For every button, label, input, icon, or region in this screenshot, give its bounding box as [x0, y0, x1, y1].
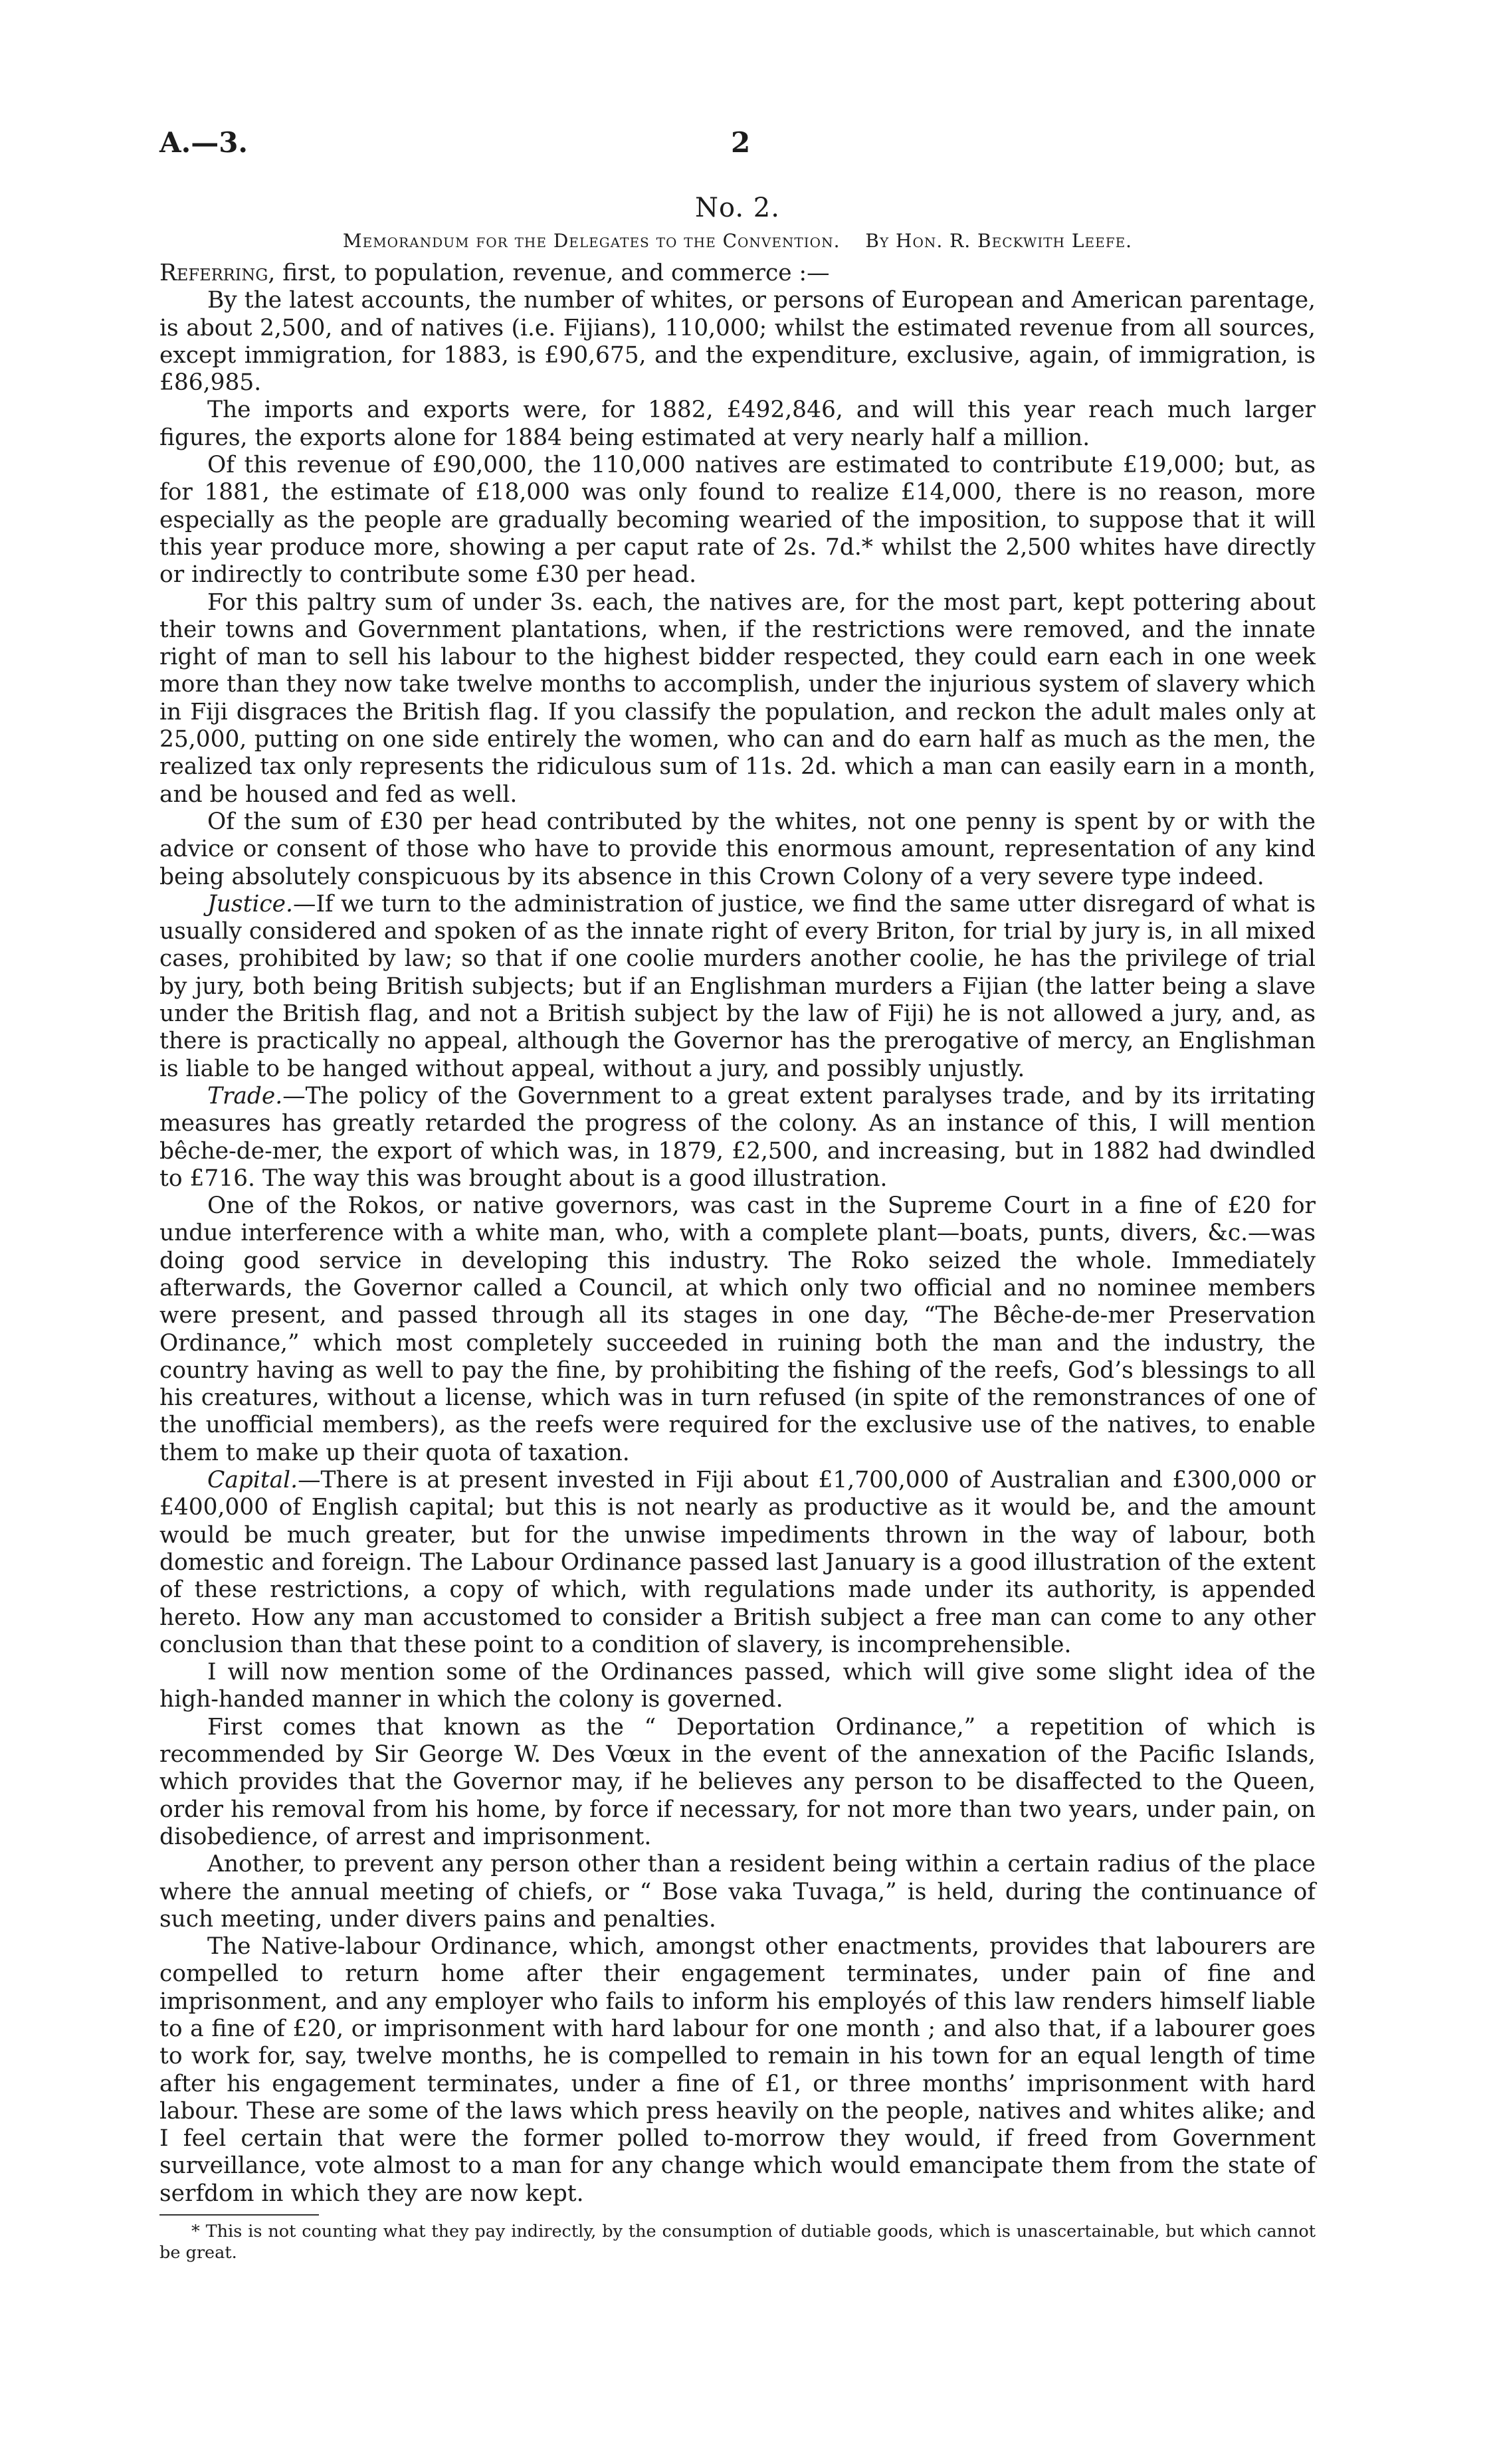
- paragraph: [159, 589, 1316, 808]
- paragraph-text: —The policy of the Government to a great extent paralyses trade, and by its irritating measures has greatly retarded the progress of the colony. As an instance of this, I will mention bêche-de-mer, the export of which was, in 1879, £2,500, and increasing, but in 1882 had dwindled to £716. The way this was brought about is a good illustration.: [159, 1082, 1316, 1192]
- paragraph: [159, 1714, 1316, 1851]
- footnote: * This is not counting what they pay indirectly, by the consumption of dutiable goods, which is unascertainable, but which cannot be great.: [159, 2222, 1316, 2263]
- paragraph: [159, 1933, 1316, 2208]
- paragraph-text: first, to population, revenue, and commerce :—: [275, 260, 830, 286]
- page-number: 2: [731, 126, 751, 159]
- document-number: No. 2.: [695, 193, 780, 223]
- section-heading: Capital.: [207, 1467, 298, 1494]
- footnote-rule: [159, 2214, 319, 2216]
- paragraph-text: The Native-labour Ordinance, which, amongst other enactments, provides that labourers are compelled to return home after their engagement terminates, under pain of fine and imprisonment, and any employer who fails to inform his employés of this law renders himself liable to a fine of £20, or imprisonment with hard labour for one month ; and also that, if a labourer goes to work for, say, twelve months, he is compelled to remain in his town for an equal length of time after his engagement terminates, under a fine of £1, or three months’ imprisonment with hard labour. These are some of the laws which press heavily on the people, natives and whites alike; and I feel certain that were the former polled to-morrow they would, if freed from Government surveillance, vote almost to a man for any change which would emancipate them from the state of serfdom in which they are now kept.: [159, 1933, 1316, 2207]
- paragraph-lead: Referring,: [159, 260, 276, 286]
- section-heading: Trade.: [207, 1082, 283, 1109]
- title-text: Memorandum for the Delegates to the Convention.: [342, 230, 841, 252]
- paragraph: [159, 287, 1316, 397]
- paragraph: [159, 452, 1316, 589]
- paragraph: [159, 1083, 1316, 1192]
- paragraph: [159, 808, 1316, 891]
- paragraph: [159, 1659, 1316, 1714]
- paragraph-text: I will now mention some of the Ordinances passed, which will give some slight idea of the high-handed manner in which the colony is governed.: [159, 1659, 1316, 1713]
- document-page: [159, 126, 1316, 2263]
- paragraph: [159, 1467, 1316, 1659]
- paragraph: [159, 891, 1316, 1083]
- section-heading: Justice.: [207, 890, 293, 917]
- paragraph-text: For this paltry sum of under 3s. each, the natives are, for the most part, kept pottering about their towns and Government plantations, when, if the restrictions were removed, and the innate right of man to sell his labour to the highest bidder respected, they could earn each in one week more than they now take twelve months to accomplish, under the injurious system of slavery which in Fiji disgraces the British flag. If you classify the population, and reckon the adult males only at 25,000, putting on one side entirely the women, who can and do earn half as much as the men, the realized tax only represents the ridiculous sum of 11s. 2d. which a man can easily earn in a month, and be housed and fed as well.: [159, 589, 1316, 808]
- paragraph-text: —There is at present invested in Fiji about £1,700,000 of Australian and £300,000 or £400,000 of English capital; but this is not nearly as productive as it would be, and the amount would be much greater, but for the unwise impediments thrown in the way of labour, both domestic and foreign. The Labour Ordinance passed last January is a good illustration of the extent of these restrictions, a copy of which, with regulations made under its authority, is appended hereto. How any man accustomed to consider a British subject a free man can come to any other conclusion than that these point to a condition of slavery, is incomprehensible.: [159, 1467, 1316, 1658]
- paragraph-text: Of this revenue of £90,000, the 110,000 natives are estimated to contribute £19,000; but, as for 1881, the estimate of £18,000 was only found to realize £14,000, there is no reason, more especially as the people are gradually becoming wearied of the imposition, to suppose that it will this year produce more, showing a per caput rate of 2s. 7d.* whilst the 2,500 whites have directly or indirectly to contribute some £30 per head.: [159, 452, 1316, 589]
- paragraph-text: Of the sum of £30 per head contributed by the whites, not one penny is spent by or with the advice or consent of those who have to provide this enormous amount, representation of any kind being absolutely conspicuous by its absence in this Crown Colony of a very severe type indeed.: [159, 808, 1316, 890]
- paragraph: [159, 397, 1316, 452]
- running-head: [159, 126, 1316, 173]
- paragraph-text: Another, to prevent any person other than a resident being within a certain radius of the place where the annual meeting of chiefs, or “ Bose vaka Tuvaga,” is held, during the continuance of such meeting, under divers pains and penalties.: [159, 1851, 1316, 1933]
- paragraph-text: One of the Rokos, or native governors, was cast in the Supreme Court in a fine of £20 for undue interference with a white man, who, with a complete plant—boats, punts, divers, &c.—was doing good service in developing this industry. The Roko seized the whole. Immediately afterwards, the Governor called a Council, at which only two official and no nominee members were present, and passed through all its stages in one day, “The Bêche-de-mer Preservation Ordinance,” which most completely succeeded in ruining both the man and the industry, the country having as well to pay the fine, by prohibiting the fishing of the reefs, God’s blessings to all his creatures, without a license, which was in turn refused (in spite of the remonstrances of one of the unofficial members), as the reefs were required for the exclusive use of the natives, to enable them to make up their quota of taxation.: [159, 1192, 1316, 1466]
- memorandum-title: [159, 230, 1316, 252]
- paragraph-text: —If we turn to the administration of justice, we find the same utter disregard of what is usually considered and spoken of as the innate right of every Briton, for trial by jury is, in all mixed cases, prohibited by law; so that if one coolie murders another coolie, he has the privilege of trial by jury, both being British subjects; but if an Englishman murders a Fijian (the latter being a slave under the British flag, and not a British subject by the law of Fiji) he is not allowed a jury, and, as there is practically no appeal, although the Governor has the prerogative of mercy, an Englishman is liable to be hanged without appeal, without a jury, and possibly unjustly.: [159, 890, 1316, 1082]
- paragraph-text: The imports and exports were, for 1882, £492,846, and will this year reach much larger figures, the exports alone for 1884 being estimated at very nearly half a million.: [159, 397, 1316, 451]
- author-text: By Hon. R. Beckwith Leefe.: [865, 230, 1133, 252]
- paragraph: [159, 1851, 1316, 1933]
- memorandum-body: [159, 260, 1316, 2208]
- paragraph-text: First comes that known as the “ Deportation Ordinance,” a repetition of which is recommended by Sir George W. Des Vœux in the event of the annexation of the Pacific Islands, which provides that the Governor may, if he believes any person to be disaffected to the Queen, order his removal from his home, by force if necessary, for not more than two years, under pain, on disobedience, of arrest and imprisonment.: [159, 1713, 1316, 1850]
- paragraph: [159, 1192, 1316, 1467]
- paragraph: [159, 260, 1316, 287]
- paragraph-text: By the latest accounts, the number of whites, or persons of European and American parentage, is about 2,500, and of natives (i.e. Fijians), 110,000; whilst the estimated revenue from all sources, except immigration, for 1883, is £90,675, and the expenditure, exclusive, again, of immigration, is £86,985.: [159, 287, 1316, 397]
- document-reference: A.—3.: [159, 126, 248, 159]
